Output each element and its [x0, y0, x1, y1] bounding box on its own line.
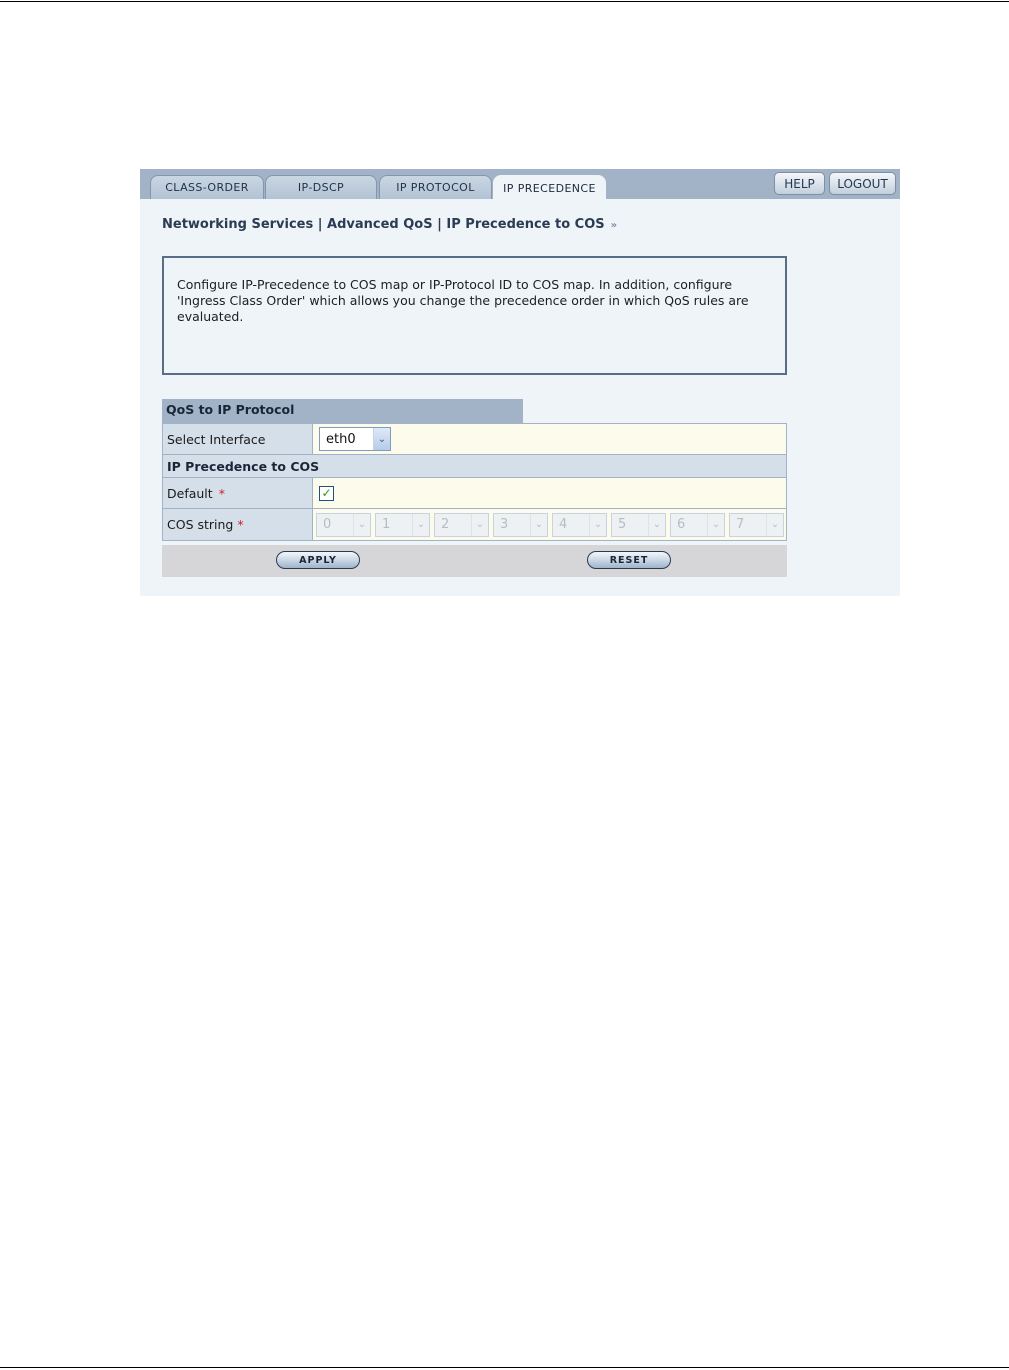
cos-select-value: 5 — [618, 517, 627, 532]
default-label-cell — [163, 478, 313, 508]
breadcrumb-text: Networking Services | Advanced QoS | IP Precedence to COS — [162, 217, 605, 232]
cos-select-0[interactable] — [316, 513, 371, 537]
chevron-down-icon: ⌄ — [707, 514, 724, 536]
interface-value-cell — [313, 424, 786, 454]
cos-select-value: 7 — [736, 517, 745, 532]
subsection-title: IP Precedence to COS — [163, 455, 786, 477]
logout-button[interactable]: LOGOUT — [829, 172, 896, 195]
subsection-row — [163, 454, 786, 477]
chevron-down-icon: ⌄ — [353, 514, 370, 536]
interface-label: Select Interface — [163, 424, 313, 454]
default-value-cell — [313, 478, 786, 508]
page-top-rule — [0, 1, 1009, 2]
cos-select-value: 1 — [382, 517, 391, 532]
cos-select-7[interactable] — [729, 513, 784, 537]
info-box — [162, 256, 787, 375]
chevron-down-icon: ⌄ — [471, 514, 488, 536]
cos-select-2[interactable] — [434, 513, 489, 537]
chevron-down-icon: ⌄ — [412, 514, 429, 536]
chevron-down-icon: ⌄ — [373, 428, 390, 450]
reset-button[interactable]: RESET — [587, 551, 671, 569]
info-text: Configure IP-Precedence to COS map or IP-Protocol ID to COS map. In addition, configure 'Ingress Class Order' which allows you change the precedence order in which QoS rules are evaluated. — [177, 277, 749, 324]
cos-select-value: 6 — [677, 517, 686, 532]
default-checkbox[interactable] — [319, 486, 334, 501]
check-icon: ✓ — [321, 486, 332, 500]
tab-class-order[interactable]: CLASS-ORDER — [150, 175, 264, 199]
cos-select-4[interactable] — [552, 513, 607, 537]
interface-select[interactable] — [319, 427, 391, 451]
cos-string-label: COS string — [167, 517, 234, 532]
page-bottom-rule — [0, 1367, 1009, 1368]
cos-label-cell — [163, 509, 313, 540]
cos-select-1[interactable] — [375, 513, 430, 537]
section-header — [162, 399, 523, 423]
default-row — [163, 477, 786, 508]
cos-select-5[interactable] — [611, 513, 666, 537]
cos-select-value: 3 — [500, 517, 509, 532]
required-marker: * — [237, 517, 244, 532]
interface-select-value: eth0 — [326, 431, 356, 447]
cos-select-value: 2 — [441, 517, 450, 532]
cos-select-6[interactable] — [670, 513, 725, 537]
help-button[interactable]: HELP — [774, 172, 825, 195]
app-panel — [140, 169, 900, 596]
tab-ip-protocol[interactable]: IP PROTOCOL — [379, 175, 492, 199]
default-label: Default — [167, 485, 213, 501]
breadcrumb — [162, 217, 617, 232]
cos-select-3[interactable] — [493, 513, 548, 537]
chevron-down-icon: ⌄ — [766, 514, 783, 536]
tab-ip-dscp[interactable]: IP-DSCP — [265, 175, 377, 199]
breadcrumb-arrow-icon: » — [610, 220, 618, 231]
cos-select-value: 4 — [559, 517, 568, 532]
apply-button[interactable]: APPLY — [276, 551, 360, 569]
interface-row — [163, 423, 786, 454]
tab-bar — [140, 169, 900, 199]
section-title: QoS to IP Protocol — [166, 402, 295, 417]
required-marker: * — [218, 485, 225, 501]
cos-string-row — [163, 508, 786, 540]
settings-grid — [162, 423, 787, 541]
action-bar — [162, 545, 787, 577]
cos-values-cell — [313, 509, 786, 540]
cos-select-value: 0 — [323, 517, 332, 532]
chevron-down-icon: ⌄ — [530, 514, 547, 536]
chevron-down-icon: ⌄ — [648, 514, 665, 536]
tab-ip-precedence[interactable]: IP PRECEDENCE — [493, 175, 606, 200]
chevron-down-icon: ⌄ — [589, 514, 606, 536]
